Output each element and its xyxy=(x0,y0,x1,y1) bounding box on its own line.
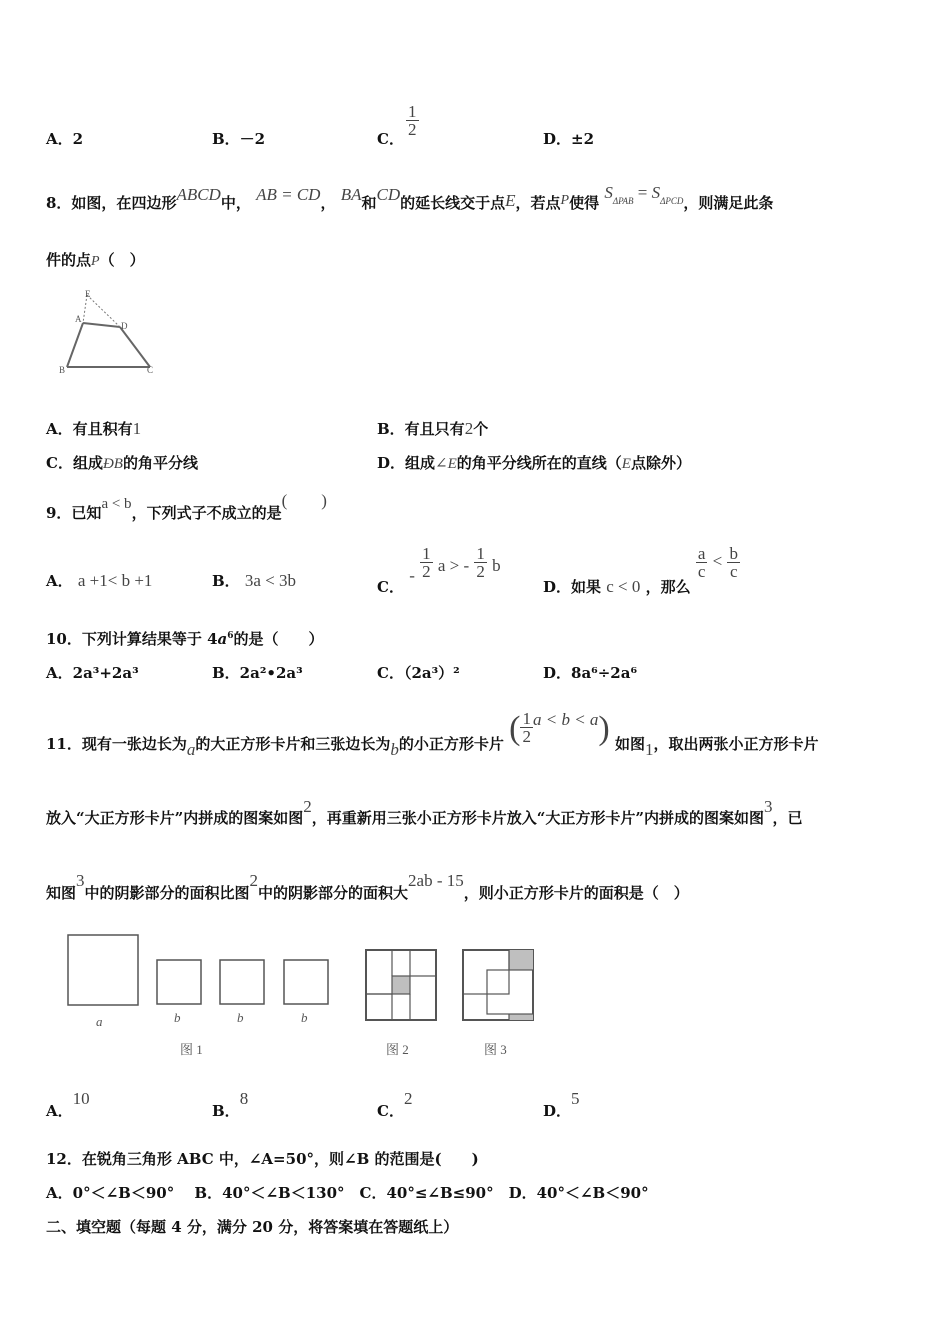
q8-option-c: C．组成ÐB的角平分线 xyxy=(46,454,198,472)
q10-option-a: A．2a³+2a³ xyxy=(46,664,139,682)
caption-b1: b xyxy=(174,1010,181,1025)
caption-fig1: 图 1 xyxy=(180,1042,203,1057)
caption-b2: b xyxy=(237,1010,244,1025)
q9-option-d: D．如果 c < 0 ，那么 $\frac{a}{c}$ < $\frac{b}{c}$ xyxy=(543,544,738,596)
q11-stem-line1: 11．现有一张边长为a的大正方形卡片和三张边长为b的小正方形卡片 ( $\frac{1}{2}$ a < b < a) 如图1，取出两张小正方形卡片 xyxy=(46,708,819,759)
q9-option-b: B． 3a < 3b xyxy=(212,571,297,590)
q8-stem-line2: 件的点P（ ） xyxy=(46,251,145,269)
caption-fig3: 图 3 xyxy=(484,1042,507,1057)
caption-b3: b xyxy=(301,1010,308,1025)
q8-quadrilateral-figure xyxy=(55,285,165,377)
q10-option-d: D．8a⁶÷2a⁶ xyxy=(543,664,638,682)
q7-option-c-fraction: $\frac{1}{2}$ xyxy=(408,102,417,139)
q10-option-b: B．2a²•2a³ xyxy=(212,664,303,682)
q7-option-b: B．－2 xyxy=(212,130,266,148)
q8-option-b: B．有且只有2个 xyxy=(377,419,489,438)
caption-fig2: 图 2 xyxy=(386,1042,409,1057)
fig-label-e: E xyxy=(85,289,91,299)
fig3-shade-top xyxy=(509,950,533,970)
q11-stem-line3: 知图3中的阴影部分的面积比图2中的阴影部分的面积大2ab - 15，则小正方形卡片的面积是（ ） xyxy=(46,871,689,902)
small-square-b2 xyxy=(220,960,264,1004)
section-2-heading: 二、填空题（每题 4 分，满分 20 分，将答案填在答题纸上） xyxy=(46,1218,459,1236)
q9-option-c: C． - $\frac{1}{2}$ a > - $\frac{1}{2}$ b xyxy=(377,544,501,596)
fig-label-d: D xyxy=(121,321,128,331)
q8-option-a: A．有且积有1 xyxy=(46,419,142,438)
caption-a: a xyxy=(96,1014,103,1029)
q12-stem: 12．在锐角三角形 ABC 中，∠A=50°，则∠B 的范围是( ) xyxy=(46,1150,479,1168)
small-square-b1 xyxy=(157,960,201,1004)
q7-option-c: C． xyxy=(377,130,404,148)
q9-option-a: A． a +1< b +1 xyxy=(46,571,153,590)
q7-option-a: A．2 xyxy=(46,130,84,148)
q10-stem: 10．下列计算结果等于 $4a^6$的是（ ） xyxy=(46,630,324,648)
small-square-b3 xyxy=(284,960,328,1004)
fig2-shade xyxy=(392,976,410,994)
q10-option-c: C．（2a³）² xyxy=(377,664,460,682)
q11-option-c: C．2 xyxy=(377,1089,413,1120)
q11-option-b: B．8 xyxy=(212,1089,249,1120)
big-square-a xyxy=(68,935,138,1005)
fig-label-c: C xyxy=(147,365,154,375)
q8-stem-line1: 8．如图，在四边形ABCD中， AB = CD， BA和CD的延长线交于点E，若点P使得 $S_{\Delta PAB} = S_{\Delta PCD}$，则满足此条 xyxy=(46,183,774,212)
q7-option-d: D．±2 xyxy=(543,130,595,148)
fig3-shade-bottom xyxy=(509,1014,533,1020)
q8-option-d: D．组成∠E的角平分线所在的直线（E点除外） xyxy=(377,454,691,472)
fig-label-b: B xyxy=(59,365,66,375)
q9-stem: 9．已知a < b，下列式子不成立的是( ) xyxy=(46,491,327,522)
q11-option-a: A．10 xyxy=(46,1089,90,1120)
q12-options: A．0°＜∠B＜90° B．40°＜∠B＜130° C．40°≤∠B≤90° D．40°＜∠B＜90° xyxy=(46,1184,649,1202)
q11-stem-line2: 放入“大正方形卡片”内拼成的图案如图2，再重新用三张小正方形卡片放入“大正方形卡片”内拼成的图案如图3，已 xyxy=(46,797,803,827)
q11-option-d: D．5 xyxy=(543,1089,580,1120)
q11-card-figures xyxy=(60,930,550,1060)
fig-label-a: A xyxy=(75,314,82,324)
